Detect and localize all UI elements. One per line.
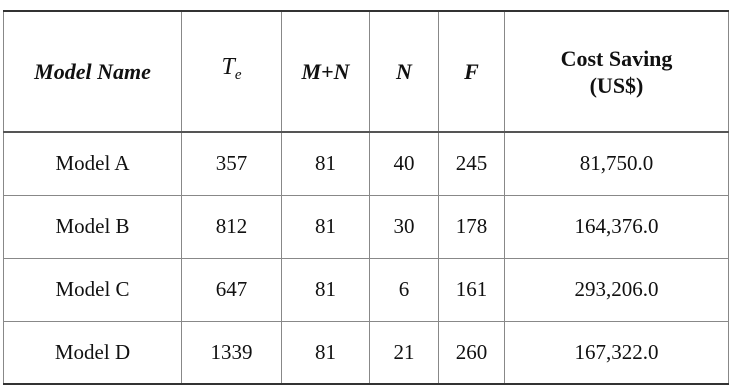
cell-f: 260 <box>439 321 505 384</box>
table-row <box>4 258 729 321</box>
header-te <box>182 11 282 132</box>
cell-te: 357 <box>182 132 282 195</box>
table-row <box>4 321 729 384</box>
results-table <box>3 10 729 385</box>
cell-te: 1339 <box>182 321 282 384</box>
cell-model: Model C <box>4 258 182 321</box>
header-n: N <box>370 11 439 132</box>
header-te-base: T <box>221 54 235 80</box>
header-cost-saving-line1: Cost Saving <box>560 45 673 71</box>
cell-model: Model B <box>4 195 182 258</box>
cell-m-plus-n: 81 <box>282 258 370 321</box>
cell-n: 6 <box>370 258 439 321</box>
cell-f: 245 <box>439 132 505 195</box>
cell-te: 812 <box>182 195 282 258</box>
header-cost-saving <box>505 11 729 132</box>
cell-m-plus-n: 81 <box>282 132 370 195</box>
cell-cost-saving: 167,322.0 <box>505 321 729 384</box>
cell-model: Model A <box>4 132 182 195</box>
cell-n: 30 <box>370 195 439 258</box>
cell-f: 178 <box>439 195 505 258</box>
header-f: F <box>439 11 505 132</box>
header-te-subscript: e <box>234 67 242 83</box>
cell-n: 21 <box>370 321 439 384</box>
header-row <box>4 11 729 132</box>
cell-m-plus-n: 81 <box>282 195 370 258</box>
header-model-name: Model Name <box>4 11 182 132</box>
cell-n: 40 <box>370 132 439 195</box>
cell-cost-saving: 293,206.0 <box>505 258 729 321</box>
header-cost-saving-line2: (US$) <box>589 72 644 98</box>
cell-model: Model D <box>4 321 182 384</box>
table-row <box>4 132 729 195</box>
table-row <box>4 195 729 258</box>
header-m-plus-n: M+N <box>282 11 370 132</box>
cell-cost-saving: 164,376.0 <box>505 195 729 258</box>
cell-te: 647 <box>182 258 282 321</box>
cell-cost-saving: 81,750.0 <box>505 132 729 195</box>
cell-m-plus-n: 81 <box>282 321 370 384</box>
cell-f: 161 <box>439 258 505 321</box>
